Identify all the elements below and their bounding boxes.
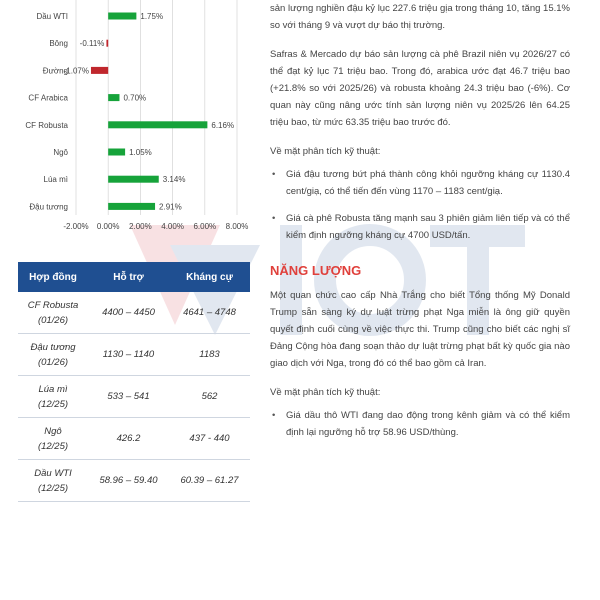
bar — [108, 94, 119, 101]
section-title-energy: NĂNG LƯỢNG — [270, 263, 362, 278]
bar — [91, 67, 108, 74]
support-cell: 533 – 541 — [88, 376, 169, 418]
resistance-cell: 60.39 – 61.27 — [169, 460, 250, 502]
data-label: 0.70% — [123, 93, 147, 103]
paragraph-russia-sanctions: Một quan chức cao cấp Nhà Trắng cho biết Tổng thống Mỹ Donald Trump sẵn sàng ký dự luật trừng phạt Nga miễn là ông giữ quyền quyết định cuối cùng về việc thực thi. Trump cũng cho biết các nghị sĩ Đảng Cộng hòa đang soạn thảo dự luật trừng phạt bất kỳ quốc gia nào giao dịch với Nga, trong đó có thể bao gồm cả Iran. — [270, 290, 570, 369]
contract-month: (12/25) — [37, 482, 69, 494]
x-tick-label: 4.00% — [161, 222, 184, 231]
category-label: Bông — [49, 39, 68, 49]
category-label: Đậu tương — [29, 202, 68, 212]
table-row — [18, 292, 250, 334]
article-column — [270, 0, 570, 451]
contract-month: (01/26) — [37, 356, 69, 368]
contract-name: Ngô — [44, 425, 62, 437]
category-label: Ngô — [53, 148, 68, 157]
resistance-cell: 1183 — [169, 334, 250, 376]
category-label: CF Arabica — [28, 93, 68, 103]
bar — [108, 203, 155, 210]
paragraph-brazil-coffee: Safras & Mercado dự báo sản lượng cà phê Brazil niên vụ 2026/27 có thể đạt kỷ lục 71 triệu bao. Trong đó, arabica ước đạt 46.7 triệu bao (+21.8% so với 2025/26) và robusta khoảng 24.3 triệu bao (-6%). Cơ quan này cũng nâng ước tính sản lượng niên vụ 2025/26 lên 64.25 triệu bao, từ mức 63.35 triệu bao trước đó. — [270, 49, 570, 128]
data-label: -0.11% — [79, 39, 105, 49]
support-cell: 1130 – 1140 — [88, 334, 169, 376]
price-change-bar-chart — [0, 0, 250, 240]
header-contract: Hợp đồng — [18, 262, 88, 292]
resistance-cell: 562 — [169, 376, 250, 418]
contract-cell — [18, 376, 88, 418]
bar — [108, 176, 159, 183]
category-label: CF Robusta — [25, 120, 68, 130]
bullet-soybean: • Giá đậu tương bứt phá thành công khỏi ngưỡng kháng cự 1130.4 cent/giạ, có thể tiến đến vùng 1170 – 1183 cent/giạ. — [270, 166, 570, 200]
contract-cell — [18, 334, 88, 376]
table-row — [18, 460, 250, 502]
contract-cell — [18, 418, 88, 460]
contract-month: (12/25) — [37, 398, 69, 410]
support-cell: 4400 – 4450 — [88, 292, 169, 334]
x-tick-label: -2.00% — [63, 222, 89, 231]
header-support: Hỗ trợ — [88, 262, 169, 292]
resistance-cell: 4641 – 4748 — [169, 292, 250, 334]
bar — [108, 149, 125, 156]
support-resistance-table — [18, 262, 250, 502]
category-label: Dầu WTI — [36, 12, 68, 21]
technical-analysis-label: Về mặt phân tích kỹ thuật: — [270, 387, 381, 398]
data-label: -1.07% — [63, 66, 89, 76]
data-label: 2.91% — [159, 202, 182, 212]
x-tick-label: 0.00% — [96, 222, 120, 231]
contract-month: (01/26) — [37, 314, 69, 326]
data-label: 3.14% — [162, 175, 186, 185]
bar — [108, 121, 207, 128]
technical-analysis-label: Về mặt phân tích kỹ thuật: — [270, 146, 381, 157]
contract-name: Dầu WTI — [34, 467, 72, 479]
bar — [106, 40, 108, 47]
contract-cell — [18, 460, 88, 502]
category-label: Lúa mì — [43, 175, 68, 185]
table-row — [18, 418, 250, 460]
technical-bullets-agri — [270, 166, 570, 244]
contract-name: Đậu tương — [30, 341, 76, 353]
paragraph-soybean-crush: sản lượng nghiền đậu kỷ lục 227.6 triệu gịa trong tháng 10, tăng 15.1% so với tháng 9 và vượt dự báo thị trường. — [270, 3, 570, 31]
table-header-row — [18, 262, 250, 292]
x-tick-label: 2.00% — [129, 222, 152, 231]
contract-month: (12/25) — [37, 440, 69, 452]
support-cell: 58.96 – 59.40 — [88, 460, 169, 502]
contract-name: Lúa mì — [38, 383, 68, 395]
x-tick-label: 8.00% — [225, 222, 249, 231]
support-cell: 426.2 — [88, 418, 169, 460]
table-row — [18, 334, 250, 376]
contract-cell — [18, 292, 88, 334]
bullet-wti: • Giá dầu thô WTI đang dao động trong kênh giảm và có thể kiểm định lại ngưỡng hỗ trợ 58.96 USD/thùng. — [270, 407, 570, 441]
table-row — [18, 376, 250, 418]
resistance-cell: 437 - 440 — [169, 418, 250, 460]
header-resistance: Kháng cự — [169, 262, 250, 292]
data-label: 6.16% — [211, 120, 235, 130]
category-label: Đường — [42, 66, 68, 76]
data-label: 1.75% — [140, 12, 164, 21]
data-label: 1.05% — [129, 148, 152, 157]
x-tick-label: 6.00% — [193, 222, 217, 231]
bar — [108, 13, 136, 20]
contract-name: CF Robusta — [27, 299, 79, 311]
technical-bullets-energy — [270, 407, 570, 441]
bullet-robusta: • Giá cà phê Robusta tăng mạnh sau 3 phiên giảm liên tiếp và có thể kiểm định ngưỡng kháng cự 4700 USD/tấn. — [270, 210, 570, 244]
